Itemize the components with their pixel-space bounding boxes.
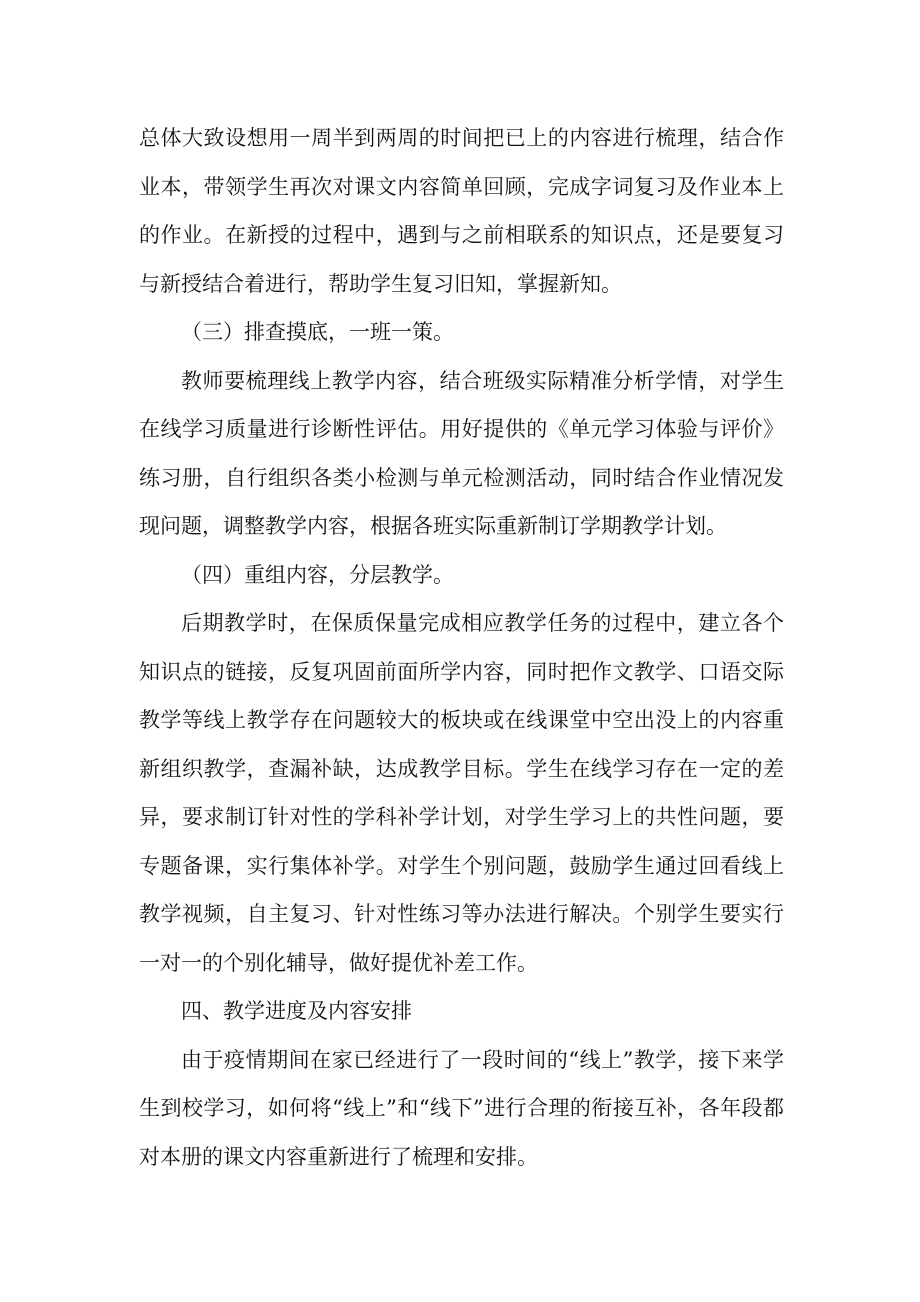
paragraph-online-offline: 由于疫情期间在家已经进行了一段时间的“线上”教学，接下来学生到校学习，如何将“线上”和“线下”进行合理的衔接互补，各年段都对本册的课文内容重新进行了梳理和安排。	[139, 1047, 784, 1169]
section-heading-4: （四）重组内容，分层教学。	[181, 562, 454, 587]
paragraph-review-plan: 总体大致设想用一周半到两周的时间把已上的内容进行梳理，结合作业本，带领学生再次对课文内容简单回顾，完成字词复习及作业本上的作业。在新授的过程中，遇到与之前相联系的知识点，还是要复习与新授结合着进行，帮助学生复习旧知，掌握新知。	[139, 126, 784, 296]
document-body	[139, 114, 784, 1181]
paragraph-layered-teaching: 后期教学时，在保质保量完成相应教学任务的过程中，建立各个知识点的链接，反复巩固前面所学内容，同时把作文教学、口语交际教学等线上教学存在问题较大的板块或在线课堂中空出没上的内容重新组织教学，查漏补缺，达成教学目标。学生在线学习存在一定的差异，要求制订针对性的学科补学计划，对学生学习上的共性问题，要专题备课，实行集体补学。对学生个别问题，鼓励学生通过回看线上教学视频，自主复习、针对性练习等办法进行解决。个别学生要实行一对一的个别化辅导，做好提优补差工作。	[139, 611, 784, 975]
chapter-heading-schedule: 四、教学进度及内容安排	[181, 999, 412, 1023]
section-heading-3: （三）排查摸底，一班一策。	[181, 320, 454, 344]
paragraph-assessment: 教师要梳理线上教学内容，结合班级实际精准分析学情，对学生在线学习质量进行诊断性评估。用好提供的《单元学习体验与评价》练习册，自行组织各类小检测与单元检测活动，同时结合作业情况发现问题，调整教学内容，根据各班实际重新制订学期教学计划。	[139, 368, 784, 538]
